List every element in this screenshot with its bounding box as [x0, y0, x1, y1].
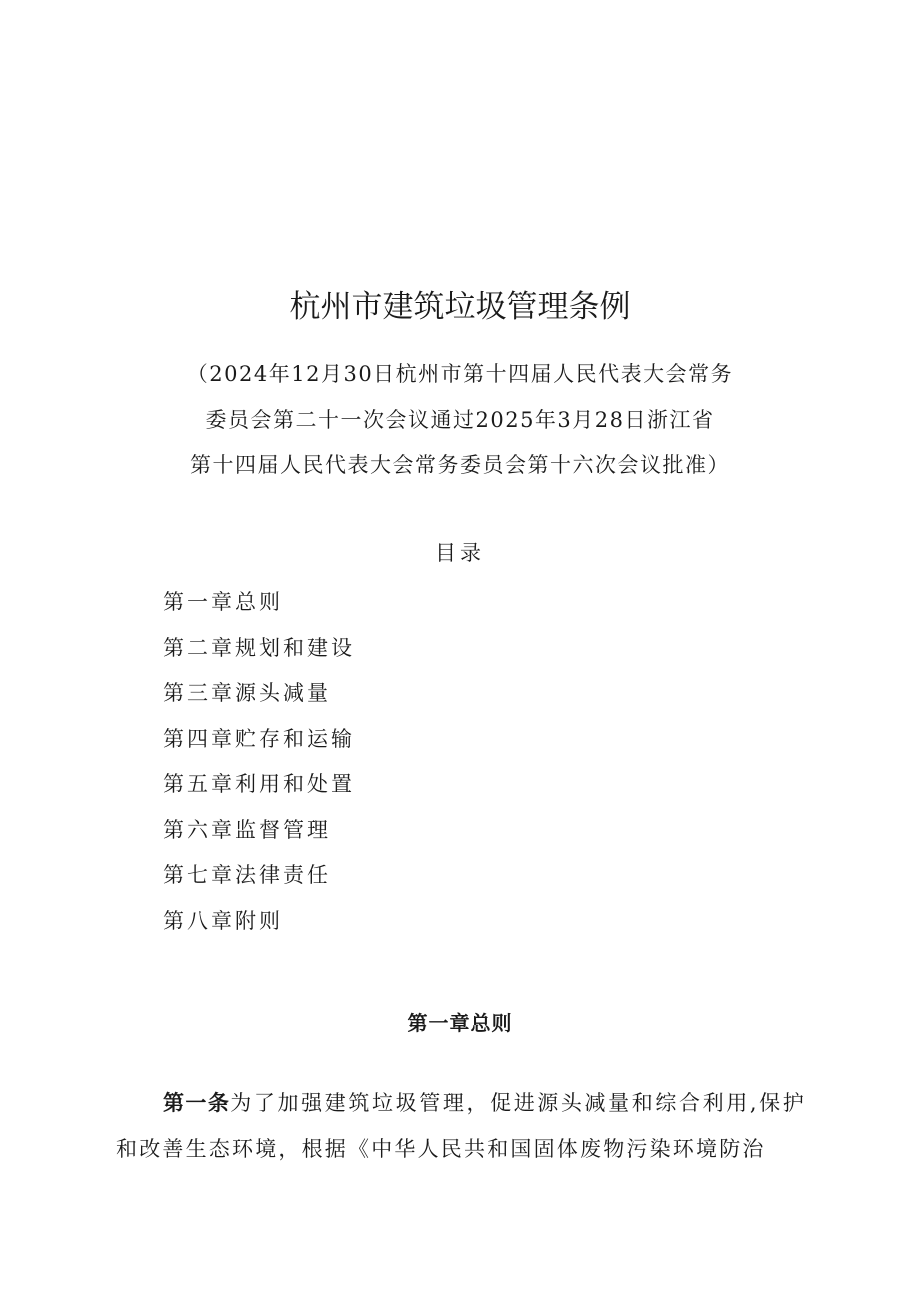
toc-item-chapter-7: 第七章法律责任	[163, 863, 331, 887]
toc-item-chapter-6: 第六章监督管理	[163, 817, 331, 842]
toc-item-chapter-3: 第三章源头减量	[163, 681, 331, 705]
toc-item-chapter-4: 第四章贮存和运输	[163, 726, 355, 751]
chapter-heading: 第一章总则	[407, 1010, 513, 1035]
article-paragraph	[116, 1080, 806, 1172]
subtitle-line-3: 第十四届人民代表大会常务委员会第十六次会议批准）	[190, 453, 730, 477]
toc-item-chapter-8: 第八章附则	[163, 908, 283, 933]
toc-item-chapter-2: 第二章规划和建设	[163, 635, 355, 660]
document-title: 杭州市建筑垃圾管理条例	[289, 288, 631, 325]
subtitle-line-1: （2024年12月30日杭州市第十四届人民代表大会常务	[186, 362, 734, 386]
toc-item-chapter-5: 第五章利用和处置	[163, 772, 355, 796]
toc-item-chapter-1: 第一章总则	[163, 590, 283, 614]
article-text: 为了加强建筑垃圾管理，促进源头减量和综合利用,保护和改善生态环境，根据《中华人民共和国固体废物污染环境防治	[116, 1091, 806, 1161]
table-of-contents	[163, 580, 355, 944]
subtitle-line-2: 委员会第二十一次会议通过2025年3月28日浙江省	[205, 408, 715, 432]
toc-heading: 目录	[435, 541, 485, 565]
article-number: 第一条	[163, 1091, 231, 1115]
